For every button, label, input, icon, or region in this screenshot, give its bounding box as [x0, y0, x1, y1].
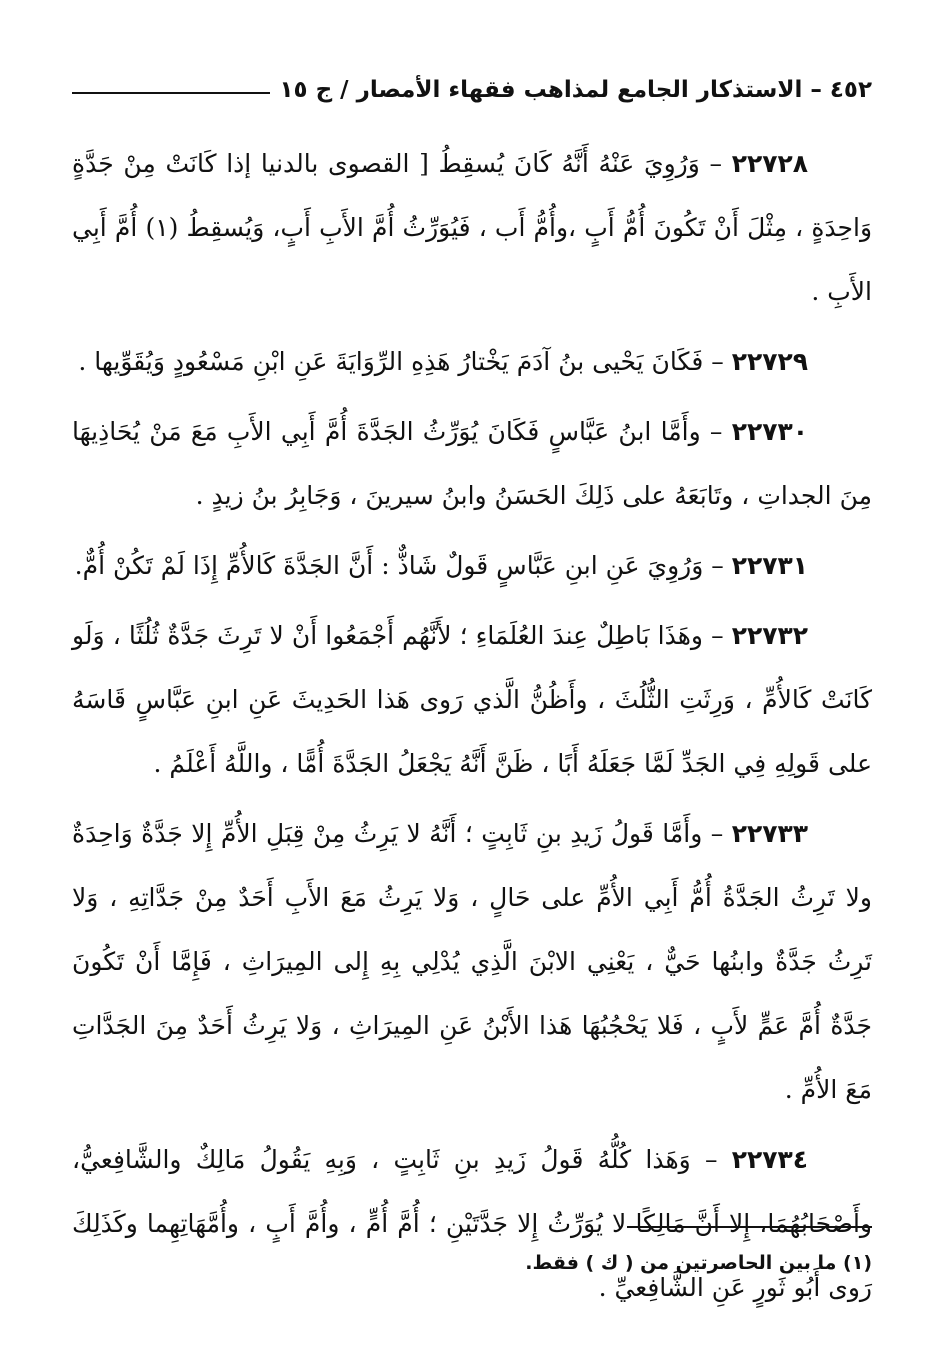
header-rule: [72, 92, 270, 94]
paragraph-number: ٢٢٧٣١: [731, 551, 808, 580]
header-title: ٤٥٢ – الاستذكار الجامع لمذاهب فقهاء الأمصار / ج ١٥: [279, 77, 872, 103]
paragraph-number: ٢٢٧٣٣: [731, 819, 809, 848]
paragraph-text: وهَذَا بَاطِلٌ عِندَ العُلَمَاءِ ؛ لأَنَّهُم أَجْمَعُوا أَنْ لا تَرِثَ جَدَّةٌ ثُلُثًا ، وَلَو كَانَتْ كَالأُمِّ ، وَرِثَتِ الثُّلُثَ ، وأَظُنُّ الَّذي رَوى هَذا الحَدِيثَ عَنِ ابنِ عَبَّاسٍ قَاسَهُ على قَولِهِ فِي الجَدِّ لَمَّا جَعَلَهُ أَبًا ، ظَنَّ أَنَّهُ يَجْعَلُ الجَدَّةَ أُمًّا ، واللَّهُ أَعْلَمُ .: [72, 621, 872, 778]
main-text: [72, 132, 872, 1326]
paragraph-text: وَرُوِيَ عَنِ ابنِ عَبَّاسٍ قَولٌ شَاذٌّ : أَنَّ الجَدَّةَ كَالأُمِّ إِذَا لَمْ تَكُنْ أُمٌّ.: [74, 551, 704, 580]
paragraph-22734: ٢٢٧٣٤ – وَهَذا كُلُّهُ قَولُ زَيدِ بنِ ثَابِتٍ ، وَبِهِ يَقُولُ مَالِكٌ والشَّافِعيُّ، وأَصْحَابُهُمَا، إِلا أَنَّ مَالِكًا لا يُوَرِّثُ إِلا جَدَّتَيْنِ ؛ أُمَّ أُمٍّ ، وأُمَّ أَبٍ ، وأُمَّهَاتِهِما وكَذَلِكَ رَوى أَبُو ثَورٍ عَنِ الشَّافِعيِّ .: [72, 1145, 872, 1302]
paragraph-text: وأَمَّا ابنُ عَبَّاسٍ فَكَانَ يُوَرِّثُ الجَدَّةَ أُمَّ أَبِي الأَبِ مَعَ مَنْ يُحَاذِيهَا مِنَ الجداتِ ، وتَابَعَهُ على ذَلِكَ الحَسَنُ وابنُ سيرينَ ، وَجَابِرُ بنُ زيدٍ .: [72, 417, 872, 510]
paragraph-22728: ٢٢٧٢٨ – وَرُوِيَ عَنْهُ أَنَّهُ كَانَ يُسقِطُ [ القصوى بالدنيا إذا كَانَتْ مِنْ جَدَّةٍ وَاحِدَةٍ ، مِثْلَ أَنْ تَكُونَ أُمُّ أَبٍ ،وأُمُّ أَب ، فَيُوَرِّثُ أُمَّ الأَبِ أَبٍ، وَيُسقِطُ (١) أُمَّ أَبِي الأَبِ .: [72, 149, 873, 306]
paragraph-number: ٢٢٧٢٨: [731, 149, 809, 178]
footnote: (١) ما بين الحاصرتين من ( ك ) فقط.: [525, 1252, 872, 1274]
paragraph-number: ٢٢٧٣٢: [731, 621, 809, 650]
paragraph-22729: ٢٢٧٢٩ – فَكَانَ يَحْيى بنُ آدَمَ يَخْتارُ هَذِهِ الرِّوَايَةَ عَنِ ابْنِ مَسْعُودٍ وَيُقَوِّيها .: [72, 330, 872, 394]
paragraph-text: وأَمَّا قَولُ زَيدِ بنِ ثَابِتٍ ؛ أَنَّهُ لا يَرِثُ مِنْ قِبَلِ الأُمِّ إِلا جَدَّةٌ وَاحِدَةٌ ولا تَرِثُ الجَدَّةُ أُمُّ أَبِي الأُمِّ على حَالٍ ، وَلا يَرِثُ مَعَ الأَبِ أَحَدٌ مِنْ جَدَّاتِهِ ، وَلا تَرِثُ جَدَّةٌ وابنُها حَيٌّ ، يَعْنِي الابْنَ الَّذِي يُدْلِي بِهِ إِلى المِيرَاثِ ، فَإِمَّا أَنْ تَكُونَ جَدَّةٌ أُمَّ عَمٍّ لأَبٍ ، فَلا يَحْجُبُهَا هَذا الأَبْنُ عَنِ المِيرَاثِ ، وَلا يَرِثُ أَحَدٌ مِنَ الجَدَّاتِ مَعَ الأُمِّ .: [72, 819, 872, 1104]
footnote-separator: [627, 1226, 872, 1228]
paragraph-text: وَهَذا كُلُّهُ قَولُ زَيدِ بنِ ثَابِتٍ ، وَبِهِ يَقُولُ مَالِكٌ والشَّافِعيُّ، وأَصْحَابُهُمَا، إِلا أَنَّ مَالِكًا لا يُوَرِّثُ إِلا جَدَّتَيْنِ ؛ أُمَّ أُمٍّ ، وأُمَّ أَبٍ ، وأُمَّهَاتِهِما وكَذَلِكَ رَوى أَبُو ثَورٍ عَنِ الشَّافِعيِّ .: [72, 1145, 872, 1302]
paragraph-22732: ٢٢٧٣٢ – وهَذَا بَاطِلٌ عِندَ العُلَمَاءِ ؛ لأَنَّهُم أَجْمَعُوا أَنْ لا تَرِثَ جَدَّةٌ ثُلُثًا ، وَلَو كَانَتْ كَالأُمِّ ، وَرِثَتِ الثُّلُثَ ، وأَظُنُّ الَّذي رَوى هَذا الحَدِيثَ عَنِ ابنِ عَبَّاسٍ قَاسَهُ على قَولِهِ فِي الجَدِّ لَمَّا جَعَلَهُ أَبًا ، ظَنَّ أَنَّهُ يَجْعَلُ الجَدَّةَ أُمًّا ، واللَّهُ أَعْلَمُ .: [72, 621, 872, 778]
paragraph-text: وَرُوِيَ عَنْهُ أَنَّهُ كَانَ يُسقِطُ [ القصوى بالدنيا إذا كَانَتْ مِنْ جَدَّةٍ وَاحِدَةٍ ، مِثْلَ أَنْ تَكُونَ أُمُّ أَبٍ ،وأُمُّ أَب ، فَيُوَرِّثُ أُمَّ الأَبِ أَبٍ، وَيُسقِطُ (١) أُمَّ أَبِي الأَبِ .: [72, 149, 873, 306]
running-header: [72, 70, 872, 110]
paragraph-22730: ٢٢٧٣٠ – وأَمَّا ابنُ عَبَّاسٍ فَكَانَ يُوَرِّثُ الجَدَّةَ أُمَّ أَبِي الأَبِ مَعَ مَنْ يُحَاذِيهَا مِنَ الجداتِ ، وتَابَعَهُ على ذَلِكَ الحَسَنُ وابنُ سيرينَ ، وَجَابِرُ بنُ زيدٍ .: [72, 417, 872, 510]
paragraph-22733: ٢٢٧٣٣ – وأَمَّا قَولُ زَيدِ بنِ ثَابِتٍ ؛ أَنَّهُ لا يَرِثُ مِنْ قِبَلِ الأُمِّ إِلا جَدَّةٌ وَاحِدَةٌ ولا تَرِثُ الجَدَّةُ أُمُّ أَبِي الأُمِّ على حَالٍ ، وَلا يَرِثُ مَعَ الأَبِ أَحَدٌ مِنْ جَدَّاتِهِ ، وَلا تَرِثُ جَدَّةٌ وابنُها حَيٌّ ، يَعْنِي الابْنَ الَّذِي يُدْلِي بِهِ إِلى المِيرَاثِ ، فَإِمَّا أَنْ تَكُونَ جَدَّةٌ أُمَّ عَمٍّ لأَبٍ ، فَلا يَحْجُبُهَا هَذا الأَبْنُ عَنِ المِيرَاثِ ، وَلا يَرِثُ أَحَدٌ مِنَ الجَدَّاتِ مَعَ الأُمِّ .: [72, 819, 872, 1104]
paragraph-22731: ٢٢٧٣١ – وَرُوِيَ عَنِ ابنِ عَبَّاسٍ قَولٌ شَاذٌّ : أَنَّ الجَدَّةَ كَالأُمِّ إِذَا لَمْ تَكُنْ أُمٌّ.: [72, 534, 872, 598]
paragraph-number: ٢٢٧٢٩: [731, 347, 808, 376]
paragraph-number: ٢٢٧٣٤: [731, 1145, 809, 1174]
paragraph-number: ٢٢٧٣٠: [731, 417, 809, 446]
paragraph-text: فَكَانَ يَحْيى بنُ آدَمَ يَخْتارُ هَذِهِ الرِّوَايَةَ عَنِ ابْنِ مَسْعُودٍ وَيُقَوِّيها .: [78, 347, 704, 376]
